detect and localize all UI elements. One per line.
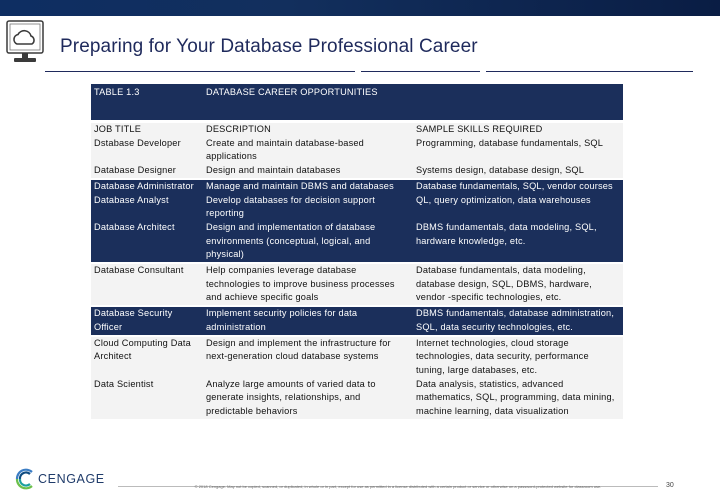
skills-cell: Data analysis, statistics, advanced mathematics, SQL, programming, data mining, machine learning, data visualization (413, 378, 623, 419)
career-table (91, 84, 623, 419)
table-row (91, 137, 623, 164)
page-number: 30 (666, 482, 674, 489)
cloud-monitor-icon (6, 20, 44, 64)
skills-cell: QL, query optimization, data warehouses (413, 194, 623, 221)
description-cell: Analyze large amounts of varied data to generate insights, relationships, and predictable behaviors (203, 378, 413, 419)
table-caption-row (91, 84, 623, 120)
description-cell: Create and maintain database-based applications (203, 137, 413, 164)
skills-cell: DBMS fundamentals, data modeling, SQL, hardware knowledge, etc. (413, 221, 623, 263)
skills-cell: Database fundamentals, SQL, vendor courses (413, 179, 623, 194)
table-row (91, 263, 623, 306)
copyright-notice: © 2018 Cengage. May not be copied, scanned, or duplicated, in whole or in part, except for use as permitted in a license distributed with a certain product or service or otherwise on a password-protected website for classroom use. (194, 484, 602, 489)
description-cell: Implement security policies for data administration (203, 306, 413, 335)
job-title-cell: Database Consultant (91, 263, 203, 306)
table-row (91, 306, 623, 335)
description-cell: Develop databases for decision support reporting (203, 194, 413, 221)
description-cell: Design and implement the infrastructure for next-generation cloud database systems (203, 336, 413, 378)
slide-title: Preparing for Your Database Professional Career (60, 36, 478, 57)
table-row (91, 378, 623, 419)
skills-cell: Internet technologies, cloud storage technologies, data security, performance tuning, large databases, etc. (413, 336, 623, 378)
table-row (91, 179, 623, 194)
table-header-row (91, 123, 623, 137)
description-cell: Manage and maintain DBMS and databases (203, 179, 413, 194)
title-underline (45, 71, 693, 72)
top-banner (0, 0, 720, 16)
skills-cell: Programming, database fundamentals, SQL (413, 137, 623, 164)
job-title-cell: Database Architect (91, 221, 203, 263)
table-row (91, 336, 623, 378)
table-label: TABLE 1.3 (91, 84, 203, 120)
title-underline-break (480, 69, 486, 74)
table-row (91, 164, 623, 179)
table-row (91, 221, 623, 263)
skills-cell: DBMS fundamentals, database administration, SQL, data security technologies, etc. (413, 306, 623, 335)
column-header-skills: SAMPLE SKILLS REQUIRED (413, 123, 623, 137)
logo-wordmark: CENGAGE (38, 472, 105, 486)
job-title-cell: Data Scientist (91, 378, 203, 419)
job-title-cell: Database Designer (91, 164, 203, 179)
table-row (91, 194, 623, 221)
description-cell: Design and implementation of database environments (conceptual, logical, and physical) (203, 221, 413, 263)
column-header-description: DESCRIPTION (203, 123, 413, 137)
job-title-cell: Database Security Officer (91, 306, 203, 335)
description-cell: Help companies leverage database technologies to improve business processes and achieve specific goals (203, 263, 413, 306)
skills-cell: Database fundamentals, data modeling, database design, SQL, DBMS, hardware, vendor -specific technologies, etc. (413, 263, 623, 306)
table-caption-title: DATABASE CAREER OPPORTUNITIES (203, 84, 623, 120)
description-cell: Design and maintain databases (203, 164, 413, 179)
job-title-cell: Cloud Computing Data Architect (91, 336, 203, 378)
job-title-cell: Database Analyst (91, 194, 203, 221)
skills-cell: Systems design, database design, SQL (413, 164, 623, 179)
column-header-job: JOB TITLE (91, 123, 203, 137)
title-underline-break (355, 69, 361, 74)
job-title-cell: Dstabase Developer (91, 137, 203, 164)
job-title-cell: Database Administrator (91, 179, 203, 194)
